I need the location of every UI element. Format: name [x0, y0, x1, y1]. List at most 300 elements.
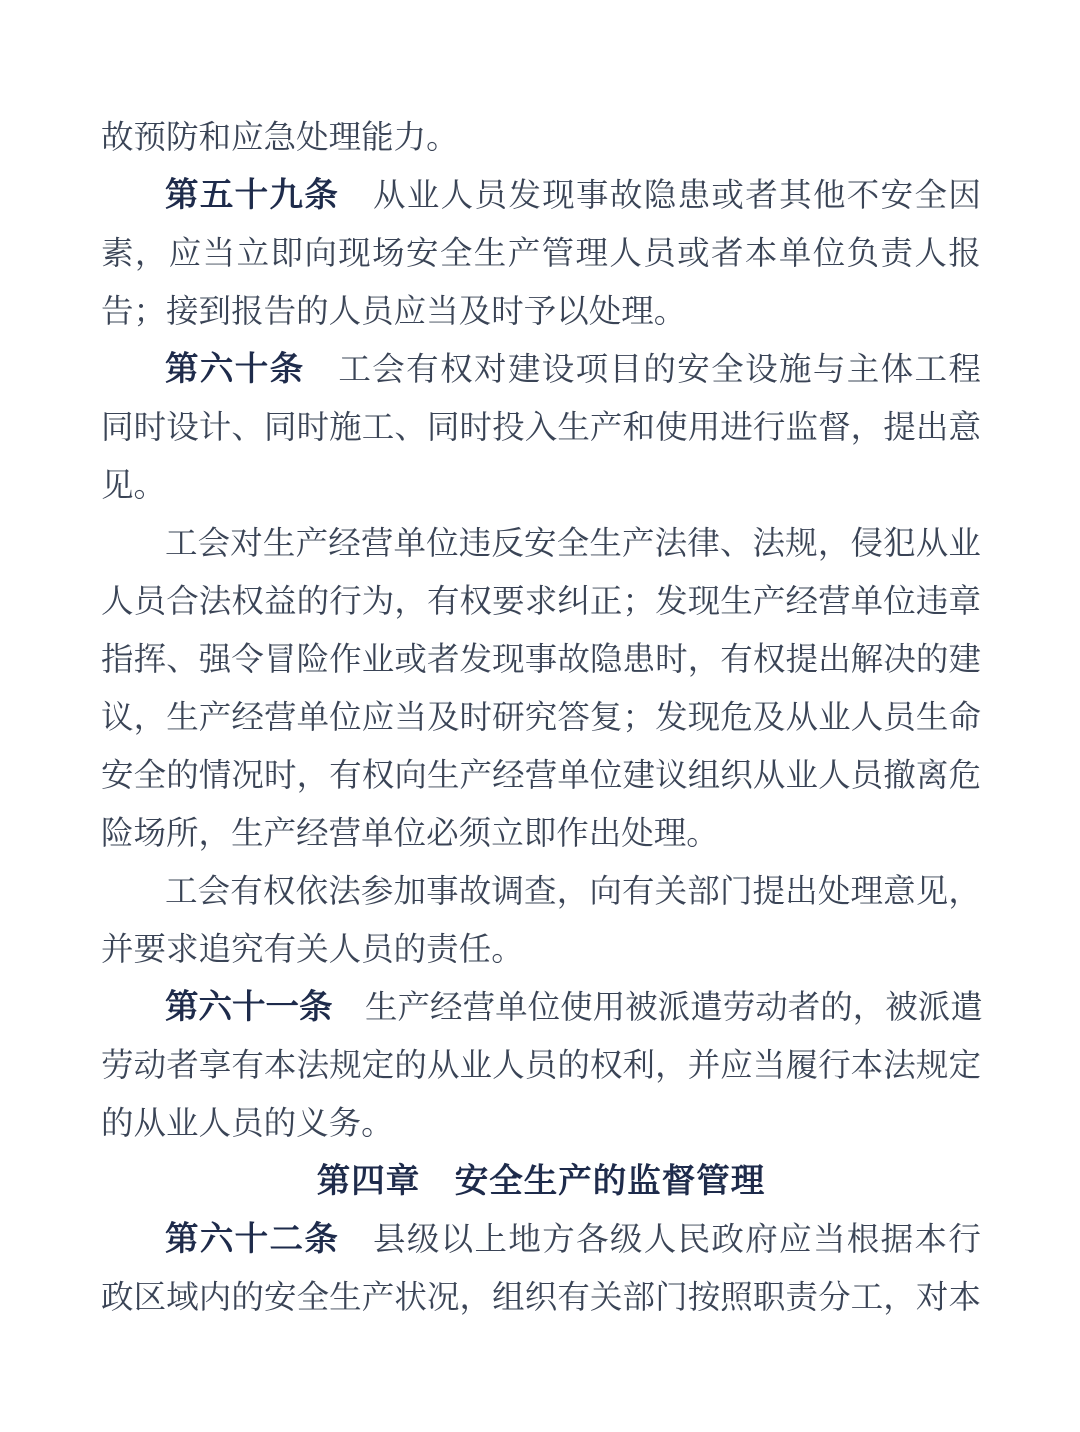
- text-char: 员: [643, 236, 676, 272]
- text-char: 故: [609, 178, 643, 214]
- article-number-char: 章: [385, 1163, 421, 1200]
- text-char: 并: [101, 932, 134, 968]
- text-char: 从: [785, 700, 818, 736]
- text-char: 并: [687, 1048, 721, 1084]
- text-char: 告: [263, 294, 297, 330]
- text-char: 危: [948, 758, 981, 794]
- text-char: 从: [915, 526, 949, 562]
- text-char: 动: [755, 990, 788, 1026]
- text-char: 单: [850, 584, 884, 620]
- text-char: 解: [850, 642, 884, 678]
- text-char: 时: [296, 410, 330, 446]
- text-char: 法: [654, 526, 688, 562]
- text-char: 安: [406, 236, 439, 272]
- text-char: 隐: [643, 178, 677, 214]
- text-char: 查: [524, 874, 557, 910]
- text-char: 应: [779, 1222, 812, 1258]
- text-char: 理: [621, 294, 654, 330]
- text-char: 业: [361, 642, 395, 678]
- text-char: 权: [752, 642, 786, 678]
- text-char: 理: [575, 236, 608, 272]
- text-char: 营: [462, 990, 496, 1026]
- text-char: 及: [752, 700, 786, 736]
- text-char: 使: [655, 410, 688, 446]
- text-char: 安: [263, 1280, 297, 1316]
- text-char: 民: [677, 1222, 711, 1258]
- text-line: [101, 805, 981, 863]
- text-line: [101, 747, 981, 805]
- text-char: 要: [492, 584, 525, 620]
- text-char: 人: [198, 1106, 232, 1142]
- text-char: 状: [394, 1280, 427, 1316]
- text-char: 全: [914, 178, 947, 214]
- text-char: 议: [655, 758, 688, 794]
- text-char: 现: [338, 236, 371, 272]
- text-char: 违: [915, 584, 949, 620]
- text-char: 同: [263, 410, 297, 446]
- text-char: 单: [557, 758, 590, 794]
- text-char: 。: [426, 120, 459, 156]
- text-char: 离: [915, 758, 949, 794]
- text-char: 单: [495, 990, 528, 1026]
- text-char: 人: [609, 236, 642, 272]
- text-char: 规: [915, 1048, 949, 1084]
- text-char: 追: [198, 932, 232, 968]
- text-char: ，: [850, 410, 884, 446]
- text-char: 从: [426, 1048, 460, 1084]
- text-char: ，: [296, 758, 330, 794]
- text-char: 人: [101, 584, 134, 620]
- text-char: 义: [296, 1106, 329, 1142]
- text-char: 对: [473, 352, 507, 388]
- text-char: 提: [752, 874, 786, 910]
- text-char: 的: [166, 758, 199, 794]
- text-char: 理: [328, 120, 362, 156]
- text-char: 生: [426, 758, 460, 794]
- text-char: 发: [655, 584, 688, 620]
- text-char: 入: [524, 410, 558, 446]
- text-char: 会: [372, 352, 405, 388]
- text-char: 或: [711, 178, 744, 214]
- text-char: 撤: [883, 758, 916, 794]
- text-char: 工: [850, 1280, 884, 1316]
- text-line: [101, 863, 981, 921]
- text-char: 处: [621, 816, 654, 852]
- text-char: 令: [231, 642, 264, 678]
- text-char: 有: [230, 874, 263, 910]
- article-number-char: 第: [165, 351, 199, 388]
- text-char: 侵: [850, 526, 883, 562]
- text-char: 因: [948, 178, 981, 214]
- text-char: 须: [458, 816, 492, 852]
- text-char: ，: [134, 236, 168, 272]
- text-char: 全: [711, 352, 744, 388]
- text-char: 命: [948, 700, 981, 736]
- text-char: 权: [589, 1048, 623, 1084]
- text-char: 计: [198, 410, 232, 446]
- text-char: 工: [361, 410, 395, 446]
- text-char: 立: [491, 816, 524, 852]
- text-char: 预: [133, 120, 167, 156]
- text-char: 指: [101, 642, 134, 678]
- text-char: 关: [589, 1280, 623, 1316]
- text-char: 。: [361, 1106, 394, 1142]
- text-char: 到: [198, 294, 232, 330]
- text-char: 以: [556, 294, 589, 330]
- text-char: 出: [818, 642, 851, 678]
- text-char: 建: [622, 758, 656, 794]
- text-char: 有: [426, 584, 460, 620]
- text-char: 研: [492, 700, 525, 736]
- text-char: 的: [231, 1280, 264, 1316]
- text-char: 事: [426, 874, 459, 910]
- article-number-char: 六: [199, 351, 234, 388]
- text-char: 同: [101, 410, 134, 446]
- text-char: 产: [752, 584, 786, 620]
- text-char: 的: [263, 1106, 297, 1142]
- text-char: 门: [655, 1280, 688, 1316]
- text-char: 。: [133, 468, 167, 504]
- text-char: 生: [231, 816, 264, 852]
- text-char: 员: [883, 700, 916, 736]
- text-char: 项: [575, 352, 609, 388]
- text-char: 危: [720, 700, 753, 736]
- text-char: 派: [917, 990, 951, 1026]
- text-char: 当: [426, 294, 459, 330]
- text-char: 被: [625, 990, 658, 1026]
- article-number-char: 理: [730, 1163, 766, 1200]
- text-char: 意: [883, 874, 916, 910]
- text-char: 的: [557, 1048, 590, 1084]
- text-char: 方: [542, 1222, 575, 1258]
- text-char: 时: [459, 410, 493, 446]
- text-char: 业: [785, 758, 818, 794]
- text-char: 分: [818, 1280, 851, 1316]
- text-char: 本: [914, 1222, 947, 1258]
- text-line: [101, 573, 981, 631]
- text-char: 有: [329, 758, 362, 794]
- text-char: 生: [473, 236, 507, 272]
- text-char: 内: [198, 1280, 232, 1316]
- article-number-char: 的: [592, 1163, 628, 1200]
- text-char: 行: [329, 584, 362, 620]
- article-number-char: 督: [661, 1163, 697, 1200]
- text-char: 人: [492, 1048, 525, 1084]
- text-char: 营: [263, 700, 297, 736]
- text-char: ；: [622, 584, 656, 620]
- text-char: 防: [166, 120, 199, 156]
- text-char: 遣: [950, 990, 983, 1026]
- article-number-char: 一: [265, 989, 299, 1026]
- text-char: 设: [745, 352, 778, 388]
- text-char: 工: [338, 352, 371, 388]
- text-char: 被: [885, 990, 918, 1026]
- text-char: 生: [720, 584, 753, 620]
- text-char: 督: [818, 410, 851, 446]
- text-char: 能: [361, 120, 394, 156]
- text-char: 级: [609, 1222, 643, 1258]
- text-char: 位: [329, 700, 362, 736]
- text-char: 接: [166, 294, 199, 330]
- text-char: 的: [643, 352, 676, 388]
- text-char: 投: [492, 410, 525, 446]
- text-char: ，: [655, 1048, 688, 1084]
- text-char: 位: [426, 526, 459, 562]
- text-line: [101, 1269, 981, 1327]
- text-char: 产: [621, 526, 655, 562]
- text-char: 、: [394, 410, 427, 446]
- text-char: 任: [458, 932, 492, 968]
- text-char: 使: [560, 990, 593, 1026]
- text-char: 发: [508, 178, 541, 214]
- text-char: 意: [948, 410, 981, 446]
- text-char: 用: [592, 990, 626, 1026]
- text-char: 必: [426, 816, 459, 852]
- text-char: 有: [720, 642, 753, 678]
- text-char: 位: [812, 236, 846, 272]
- text-char: 设: [166, 410, 199, 446]
- text-char: 经: [430, 990, 463, 1026]
- text-char: 政: [711, 1222, 744, 1258]
- article-number-char: 条: [299, 989, 333, 1026]
- text-char: 时: [263, 758, 297, 794]
- text-char: 现: [687, 584, 721, 620]
- text-line: [101, 979, 981, 1037]
- text-char: 位: [883, 584, 916, 620]
- article-number-char: 第: [165, 1221, 199, 1258]
- text-char: 产: [295, 526, 329, 562]
- text-char: 。: [686, 816, 719, 852]
- text-char: 、: [231, 410, 264, 446]
- text-char: 法: [752, 526, 786, 562]
- text-char: 从: [372, 178, 406, 214]
- text-line: [101, 1211, 981, 1269]
- text-char: 地: [508, 1222, 541, 1258]
- text-char: 向: [589, 874, 622, 910]
- text-char: 行: [948, 1222, 981, 1258]
- text-char: 提: [785, 642, 818, 678]
- text-char: 急: [263, 120, 297, 156]
- article-number-char: 十: [234, 351, 269, 388]
- text-char: 出: [915, 410, 949, 446]
- text-char: 的: [101, 1106, 134, 1142]
- text-char: 险: [101, 816, 134, 852]
- text-char: 发: [459, 642, 493, 678]
- text-char: 理: [850, 874, 883, 910]
- text-char: 求: [166, 932, 199, 968]
- text-char: 律: [687, 526, 720, 562]
- text-char: ，: [459, 1280, 493, 1316]
- text-char: 管: [541, 236, 575, 272]
- text-char: 况: [426, 1280, 460, 1316]
- text-char: 答: [557, 700, 590, 736]
- text-char: 单: [393, 526, 426, 562]
- text-char: 反: [491, 526, 524, 562]
- article-number-char: 产: [558, 1163, 593, 1200]
- text-char: 挥: [133, 642, 167, 678]
- text-char: 事: [524, 642, 558, 678]
- text-char: 全: [133, 758, 167, 794]
- text-char: 规: [785, 526, 818, 562]
- text-char: 设: [541, 352, 575, 388]
- text-char: 单: [361, 816, 394, 852]
- article-number-char: 第: [316, 1163, 352, 1200]
- article-number-char: 条: [269, 351, 304, 388]
- text-char: 强: [198, 642, 232, 678]
- text-char: ，: [394, 584, 427, 620]
- text-char: 工: [914, 352, 948, 388]
- text-char: 出: [588, 816, 622, 852]
- text-char: 人: [914, 236, 947, 272]
- text-char: 员: [524, 1048, 558, 1084]
- text-char: 会: [197, 874, 231, 910]
- text-char: 调: [491, 874, 524, 910]
- text-char: 隐: [589, 642, 623, 678]
- article-number-char: 五: [199, 177, 234, 214]
- text-line: [101, 399, 981, 457]
- text-char: 生: [262, 526, 296, 562]
- text-char: 向: [304, 236, 337, 272]
- text-char: 应: [393, 294, 427, 330]
- text-char: 人: [328, 294, 362, 330]
- text-line: [101, 457, 981, 515]
- text-char: 业: [459, 1048, 493, 1084]
- text-char: 。: [653, 294, 687, 330]
- text-char: 劳: [101, 1048, 134, 1084]
- text-char: 施: [778, 352, 812, 388]
- text-char: 职: [752, 1280, 786, 1316]
- text-char: 者: [426, 642, 460, 678]
- text-char: 员: [361, 294, 394, 330]
- chapter-heading: [101, 1153, 981, 1211]
- text-char: 合: [166, 584, 199, 620]
- text-char: ；: [133, 294, 167, 330]
- text-char: 应: [361, 700, 395, 736]
- text-char: 况: [231, 758, 264, 794]
- text-char: 组: [687, 758, 721, 794]
- text-char: 决: [883, 642, 916, 678]
- text-char: 权: [262, 874, 296, 910]
- text-char: 政: [101, 1280, 134, 1316]
- text-char: 及: [458, 294, 492, 330]
- text-char: 部: [622, 1280, 656, 1316]
- text-char: 即: [270, 236, 303, 272]
- text-char: 动: [133, 1048, 167, 1084]
- text-char: 按: [687, 1280, 721, 1316]
- text-char: 生: [915, 700, 949, 736]
- text-char: 定: [361, 1048, 395, 1084]
- text-char: 以: [440, 1222, 474, 1258]
- text-char: 人: [440, 178, 474, 214]
- text-char: 据: [880, 1222, 914, 1258]
- text-line: [101, 109, 981, 167]
- text-char: 营: [328, 816, 362, 852]
- text-char: 告: [101, 294, 134, 330]
- text-char: 发: [655, 700, 688, 736]
- text-char: 有: [231, 1048, 264, 1084]
- text-char: 施: [329, 410, 362, 446]
- text-char: 部: [687, 874, 720, 910]
- text-char: 同: [426, 410, 460, 446]
- text-char: [333, 979, 366, 1037]
- text-char: 工: [165, 874, 198, 910]
- text-char: 上: [474, 1222, 508, 1258]
- text-char: 劳: [722, 990, 756, 1026]
- text-char: 责: [880, 236, 913, 272]
- text-char: 参: [360, 874, 394, 910]
- text-char: 目: [609, 352, 643, 388]
- text-char: 建: [948, 642, 981, 678]
- text-char: 对: [915, 1280, 949, 1316]
- text-char: 位: [393, 816, 427, 852]
- text-char: ，: [556, 874, 590, 910]
- text-char: 法: [328, 874, 361, 910]
- article-number-char: 六: [198, 989, 232, 1026]
- text-line: [101, 921, 981, 979]
- text-char: 责: [785, 1280, 818, 1316]
- text-char: [339, 1211, 372, 1269]
- text-line: [101, 1037, 981, 1095]
- text-char: 规: [329, 1048, 362, 1084]
- text-char: 派: [657, 990, 691, 1026]
- text-char: 监: [785, 410, 818, 446]
- text-char: 单: [296, 700, 330, 736]
- article-number-char: 全: [489, 1163, 524, 1200]
- text-char: 本: [744, 236, 778, 272]
- text-char: 负: [846, 236, 880, 272]
- text-char: 员: [133, 584, 167, 620]
- text-char: 应: [231, 120, 264, 156]
- text-char: 权: [361, 758, 395, 794]
- text-char: 有: [406, 352, 439, 388]
- text-char: 域: [166, 1280, 199, 1316]
- text-char: ，: [687, 642, 721, 678]
- text-char: 经: [231, 700, 264, 736]
- text-char: 事: [576, 178, 609, 214]
- text-char: 享: [198, 1048, 232, 1084]
- text-char: 作: [329, 642, 362, 678]
- text-char: 的: [296, 584, 330, 620]
- text-char: 有: [557, 1280, 590, 1316]
- article-number-char: 四: [351, 1163, 386, 1200]
- text-char: 业: [948, 526, 981, 562]
- article-number-char: 十: [232, 989, 266, 1026]
- text-char: 员: [361, 932, 394, 968]
- text-char: 营: [524, 758, 558, 794]
- text-char: 现: [687, 700, 721, 736]
- text-char: 冒: [263, 642, 297, 678]
- article-number-char: 十: [234, 177, 269, 214]
- text-line: [101, 341, 981, 399]
- article-number-char: 第: [165, 177, 199, 214]
- text-char: 体: [880, 352, 914, 388]
- text-char: 、: [719, 526, 753, 562]
- text-char: 理: [653, 816, 687, 852]
- text-char: 当: [812, 1222, 846, 1258]
- text-char: 经: [296, 816, 329, 852]
- text-char: 究: [231, 932, 264, 968]
- text-char: ，: [198, 816, 232, 852]
- text-char: 场: [372, 236, 405, 272]
- text-char: 、: [166, 642, 199, 678]
- text-char: 处: [296, 120, 329, 156]
- text-char: 全: [296, 1280, 330, 1316]
- text-char: 法: [198, 584, 232, 620]
- text-char: 根: [846, 1222, 880, 1258]
- text-char: ，: [948, 874, 981, 910]
- text-char: 遣: [690, 990, 723, 1026]
- text-char: 不: [846, 178, 880, 214]
